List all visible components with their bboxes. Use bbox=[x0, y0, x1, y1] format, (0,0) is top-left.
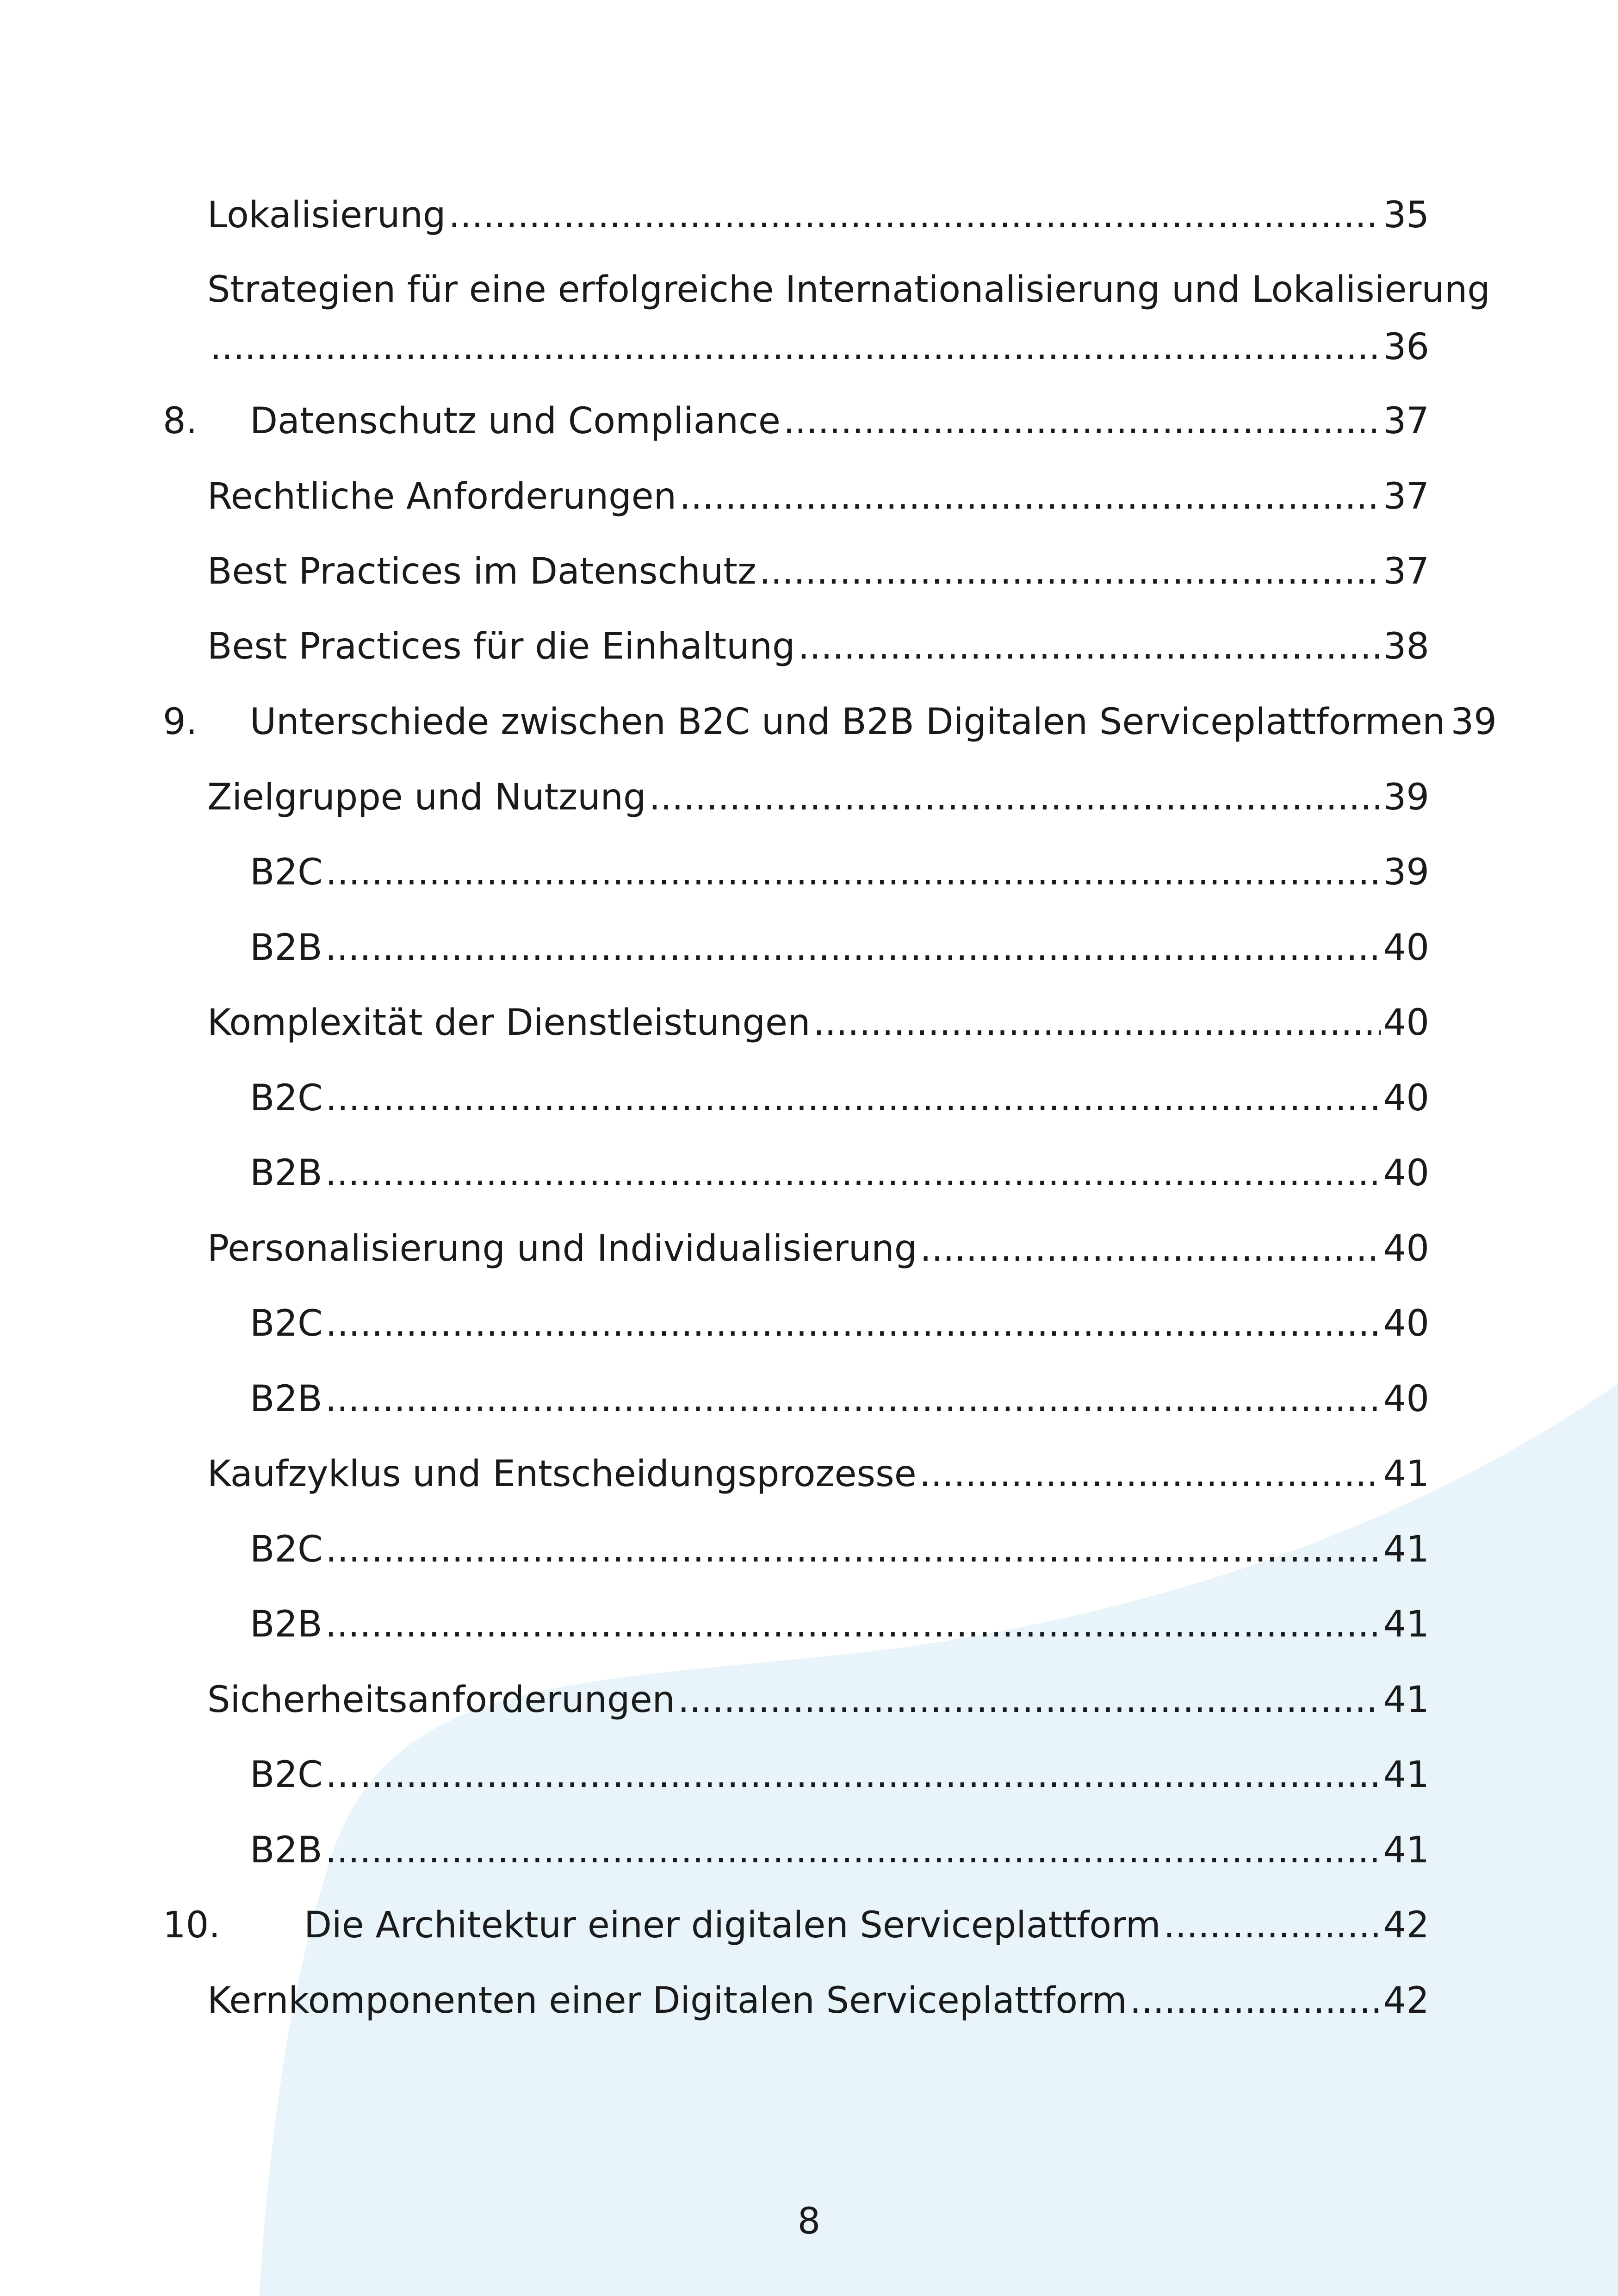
toc-dot-leader bbox=[326, 1747, 1381, 1803]
toc-entry[interactable] bbox=[207, 1672, 1429, 1728]
toc-subentry[interactable] bbox=[250, 1747, 1429, 1803]
toc-dot-leader bbox=[210, 319, 1381, 375]
toc-entry-title: B2B bbox=[250, 1829, 322, 1871]
toc-chapter-number: 8. bbox=[163, 400, 198, 442]
toc-subentry[interactable] bbox=[250, 1070, 1429, 1126]
toc-dot-leader bbox=[325, 1371, 1381, 1427]
toc-subentry[interactable] bbox=[250, 1597, 1429, 1652]
toc-entry-title: B2C bbox=[250, 1529, 323, 1570]
toc-entry-title: Komplexität der Dienstleistungen bbox=[207, 1002, 811, 1044]
toc-dot-leader bbox=[1130, 1973, 1381, 2028]
toc-entry-page: 37 bbox=[1383, 476, 1429, 517]
toc-entry-page: 38 bbox=[1383, 626, 1429, 667]
toc-entry[interactable] bbox=[207, 469, 1429, 524]
toc-entry-page: 37 bbox=[1383, 400, 1429, 442]
toc-entry-title: Zielgruppe und Nutzung bbox=[207, 777, 646, 818]
toc-entry-page: 42 bbox=[1383, 1904, 1429, 1946]
toc-entry-title: Sicherheitsanforderungen bbox=[207, 1679, 675, 1721]
toc-entry-page: 41 bbox=[1383, 1453, 1429, 1495]
toc-subentry[interactable] bbox=[250, 1145, 1429, 1201]
toc-entry-title: Personalisierung und Individualisierung bbox=[207, 1228, 917, 1269]
toc-entry[interactable] bbox=[207, 995, 1429, 1051]
toc-entry-page: 40 bbox=[1383, 1228, 1429, 1269]
toc-dot-leader bbox=[783, 393, 1381, 449]
toc-entry-page: 36 bbox=[1383, 326, 1429, 368]
toc-subentry[interactable] bbox=[250, 845, 1429, 900]
toc-entry[interactable] bbox=[207, 187, 1429, 243]
toc-chapter-entry[interactable] bbox=[163, 1898, 1429, 1953]
toc-entry-title: B2B bbox=[250, 1378, 322, 1420]
toc-dot-leader bbox=[679, 469, 1381, 524]
toc-subentry[interactable] bbox=[250, 1371, 1429, 1427]
toc-dot-leader bbox=[919, 1446, 1381, 1502]
toc-entry-title: B2B bbox=[250, 927, 322, 969]
toc-subentry[interactable] bbox=[250, 1296, 1429, 1351]
toc-entry-title: Lokalisierung bbox=[207, 194, 446, 236]
toc-dot-leader bbox=[920, 1221, 1380, 1276]
toc-entry-page: 39 bbox=[1451, 701, 1497, 743]
toc-subentry[interactable] bbox=[250, 920, 1429, 976]
toc-entry-title: Die Architektur einer digitalen Serviceplattform bbox=[304, 1904, 1161, 1946]
toc-dot-leader bbox=[325, 920, 1381, 976]
toc-chapter-entry[interactable] bbox=[163, 694, 1497, 750]
toc-entry-title: B2C bbox=[250, 1754, 323, 1796]
toc-dot-leader bbox=[325, 1823, 1381, 1878]
toc-dot-leader bbox=[325, 1597, 1381, 1652]
toc-dot-leader bbox=[326, 845, 1381, 900]
toc-entry-page: 42 bbox=[1383, 1980, 1429, 2022]
toc-entry-page: 40 bbox=[1383, 1152, 1429, 1194]
toc-dot-leader bbox=[326, 1522, 1381, 1577]
toc-entry-page: 40 bbox=[1383, 1002, 1429, 1044]
toc-dot-leader bbox=[1164, 1898, 1381, 1953]
toc-entry-title: Rechtliche Anforderungen bbox=[207, 476, 677, 517]
toc-dot-leader bbox=[326, 1070, 1381, 1126]
toc-entry-page: 41 bbox=[1383, 1829, 1429, 1871]
toc-entry-title: Kaufzyklus und Entscheidungsprozesse bbox=[207, 1453, 917, 1495]
toc-entry-page: 35 bbox=[1383, 194, 1429, 236]
toc-chapter-number: 9. bbox=[163, 701, 198, 743]
toc-entry-title: B2B bbox=[250, 1604, 322, 1645]
toc-entry-title-wrapped[interactable]: Strategien für eine erfolgreiche Internationalisierung und Lokalisierung bbox=[207, 269, 1490, 311]
toc-entry-title: Best Practices im Datenschutz bbox=[207, 551, 756, 592]
toc-chapter-entry[interactable] bbox=[163, 393, 1429, 449]
toc-entry[interactable] bbox=[207, 319, 1429, 375]
toc-dot-leader bbox=[325, 1145, 1381, 1201]
toc-dot-leader bbox=[449, 187, 1381, 243]
toc-entry-page: 40 bbox=[1383, 1303, 1429, 1344]
toc-dot-leader bbox=[678, 1672, 1381, 1728]
toc-entry-title: Kernkomponenten einer Digitalen Serviceplattform bbox=[207, 1980, 1127, 2022]
toc-entry-page: 39 bbox=[1383, 777, 1429, 818]
toc-entry-page: 39 bbox=[1383, 852, 1429, 893]
toc-entry-page: 40 bbox=[1383, 927, 1429, 969]
page-number: 8 bbox=[797, 2201, 821, 2242]
toc-dot-leader bbox=[813, 995, 1380, 1051]
toc-entry-page: 41 bbox=[1383, 1604, 1429, 1645]
toc-entry-title: Best Practices für die Einhaltung bbox=[207, 626, 795, 667]
toc-dot-leader bbox=[759, 544, 1381, 599]
toc-entry-title: B2C bbox=[250, 852, 323, 893]
toc-entry-title: B2C bbox=[250, 1077, 323, 1119]
toc-subentry[interactable] bbox=[250, 1823, 1429, 1878]
toc-entry[interactable] bbox=[207, 770, 1429, 825]
toc-dot-leader bbox=[798, 619, 1380, 674]
toc-entry-title: Datenschutz und Compliance bbox=[250, 400, 781, 442]
toc-entry[interactable] bbox=[207, 1973, 1429, 2028]
toc-dot-leader bbox=[649, 770, 1380, 825]
toc-entry[interactable] bbox=[207, 1221, 1429, 1276]
toc-entry-page: 37 bbox=[1383, 551, 1429, 592]
toc-chapter-number: 10. bbox=[163, 1904, 221, 1946]
toc-entry[interactable] bbox=[207, 619, 1429, 674]
toc-entry-page: 41 bbox=[1383, 1679, 1429, 1721]
toc-entry-page: 41 bbox=[1383, 1529, 1429, 1570]
toc-entry[interactable] bbox=[207, 544, 1429, 599]
toc-subentry[interactable] bbox=[250, 1522, 1429, 1577]
toc-entry-page: 40 bbox=[1383, 1378, 1429, 1420]
toc-entry-title: Unterschiede zwischen B2C und B2B Digitalen Serviceplattformen bbox=[250, 701, 1445, 743]
toc-entry[interactable] bbox=[207, 1446, 1429, 1502]
toc-entry-page: 41 bbox=[1383, 1754, 1429, 1796]
toc-entry-page: 40 bbox=[1383, 1077, 1429, 1119]
toc-dot-leader bbox=[326, 1296, 1381, 1351]
toc-entry-title: B2B bbox=[250, 1152, 322, 1194]
toc-entry-title: B2C bbox=[250, 1303, 323, 1344]
